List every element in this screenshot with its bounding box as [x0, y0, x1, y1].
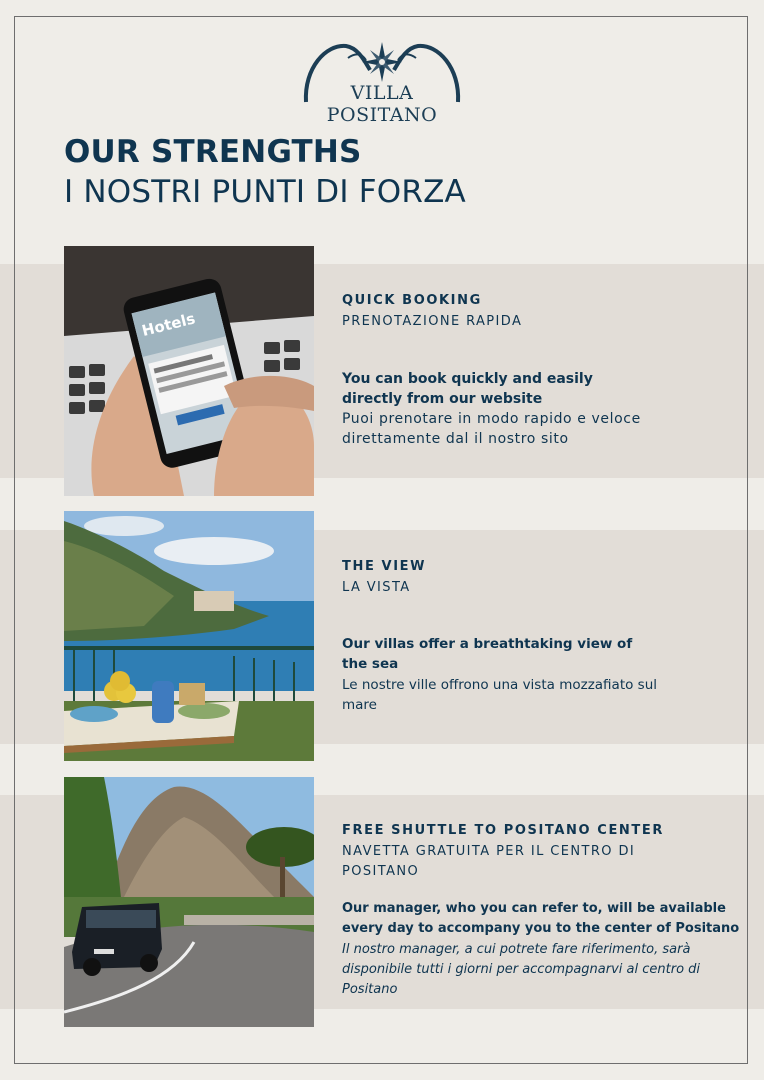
section-description-it: Le nostre ville offrono una vista mozzafiato sul mare: [342, 677, 658, 713]
section-subheading-navetta: NAVETTA GRATUITA PER IL CENTRO DI POSITANO: [342, 844, 636, 879]
photo-shuttle-van: [64, 777, 314, 1027]
villa-positano-logo: [300, 38, 464, 126]
section-description-it: Il nostro manager, a cui potrete fare riferimento, sarà disponibile tutti i giorni per accompagnarvi al centro di Positano: [342, 942, 701, 997]
phone-screen-hotels-text: Hotels: [140, 309, 198, 341]
page-title-it: I NOSTRI PUNTI DI FORZA: [64, 174, 466, 210]
section-heading-free-shuttle: FREE SHUTTLE TO POSITANO CENTER: [342, 823, 664, 838]
photo-sea-view: [64, 511, 314, 761]
section-subheading-la-vista: LA VISTA: [342, 580, 411, 595]
section-subheading-prenotazione: PRENOTAZIONE RAPIDA: [342, 314, 523, 329]
page-title-en: OUR STRENGTHS: [64, 134, 362, 170]
logo-wordmark: VILLA POSITANO: [326, 82, 438, 126]
photo-phone-booking: [64, 246, 314, 496]
section-heading-the-view: THE VIEW: [342, 559, 427, 574]
section-heading-quick-booking: QUICK BOOKING: [342, 293, 482, 308]
section-description-en: You can book quickly and easily directly from our website: [342, 371, 593, 407]
section-description-en: Our manager, who you can refer to, will be available every day to accompany you to the center of Positano: [342, 901, 740, 936]
section-description-en: Our villas offer a breathtaking view of the sea: [342, 636, 633, 672]
section-description-it: Puoi prenotare in modo rapido e veloce direttamente dal il nostro sito: [342, 411, 641, 447]
